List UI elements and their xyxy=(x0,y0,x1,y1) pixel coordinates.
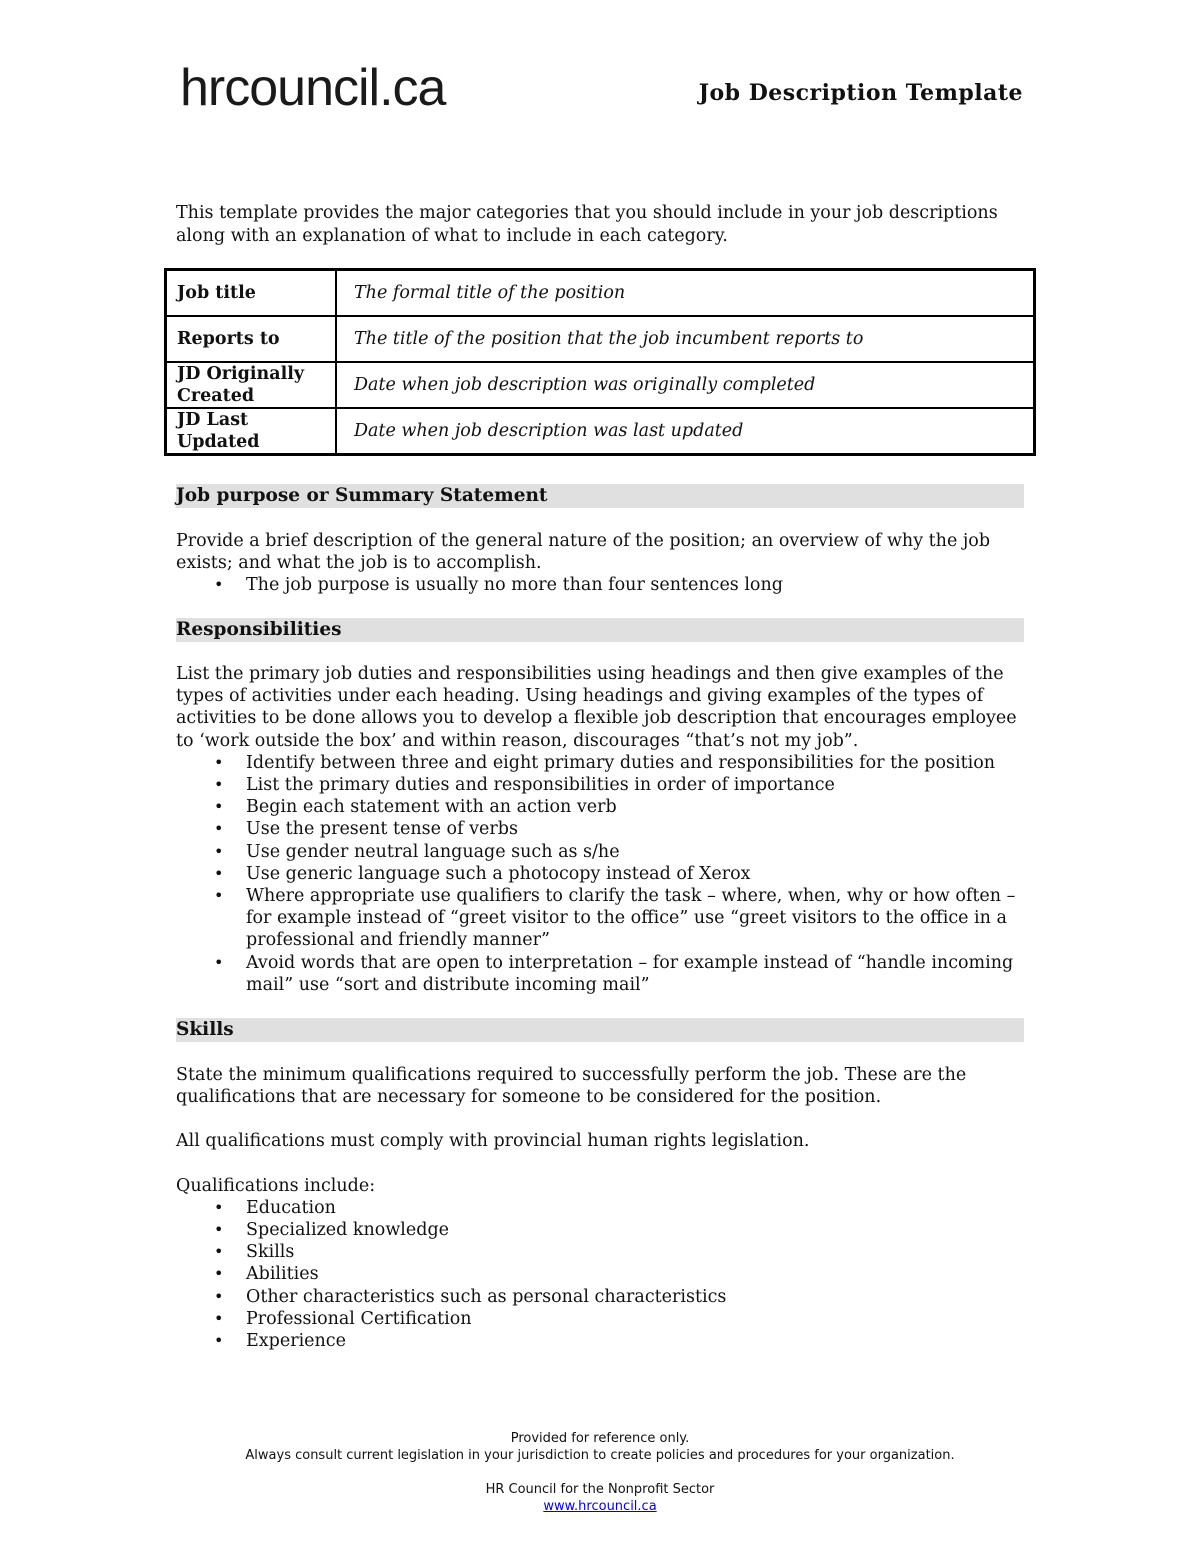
responsibilities-text: List the primary job duties and responsibilities using headings and then give examples of the types of activities under each heading. Using headings and giving examples of the types of activities to be done allows you to develop a flexible job description that encourages employee to ‘work outside the box’ and within reason, discourages “that’s not my job”. xyxy=(176,664,1017,751)
table-value: The title of the position that the job incumbent reports to xyxy=(336,316,1035,362)
table-value: Date when job description was last updated xyxy=(336,408,1035,455)
bullet-icon: • xyxy=(214,1331,224,1351)
skills-bullets xyxy=(176,1197,1024,1352)
list-item: • The job purpose is usually no more than four sentences long xyxy=(214,575,783,596)
list-item: • Experience xyxy=(214,1331,346,1352)
hrcouncil-logo: hrcouncil.ca xyxy=(180,59,446,117)
table-label: Reports to xyxy=(166,316,337,362)
purpose-text: Provide a brief description of the general nature of the position; an overview of why the job exists; and what the job is to accomplish. xyxy=(176,531,991,574)
table-label: JD Last Updated xyxy=(166,408,337,455)
list-item: • Abilities xyxy=(214,1264,319,1285)
skills-text-1: State the minimum qualifications required to successfully perform the job. These are the qualifications that are necessary for someone to be considered for the position. xyxy=(176,1065,967,1108)
bullet-icon: • xyxy=(214,886,224,906)
table-row xyxy=(166,270,1035,317)
intro-paragraph: This template provides the major categories that you should include in your job descriptions along with an explanation of what to include in each category. xyxy=(176,203,998,246)
bullet-icon: • xyxy=(214,1197,224,1217)
list-item: • Specialized knowledge xyxy=(214,1220,450,1241)
footer-disclaimer: Provided for reference only. xyxy=(510,1431,690,1446)
responsibilities-bullets xyxy=(176,752,1024,996)
table-value: Date when job description was originally completed xyxy=(336,362,1035,408)
list-item: • Where appropriate use qualifiers to clarify the task – where, when, why or how often – for example instead of “greet visitor to the office” use “greet visitors to the office in a professional and friendly manner” xyxy=(214,886,1016,951)
list-item: • Use generic language such a photocopy instead of Xerox xyxy=(214,863,751,884)
list-item: • Use gender neutral language such as s/he xyxy=(214,841,620,862)
responsibilities-heading: Responsibilities xyxy=(176,618,1024,642)
bullet-icon: • xyxy=(214,841,224,861)
bullet-icon: • xyxy=(214,1242,224,1262)
list-item: • Skills xyxy=(214,1242,295,1263)
bullet-icon: • xyxy=(214,797,224,817)
skills-heading: Skills xyxy=(176,1018,1024,1042)
table-row xyxy=(166,316,1035,362)
bullet-icon: • xyxy=(214,952,224,972)
purpose-section xyxy=(176,484,1024,597)
bullet-icon: • xyxy=(214,1286,224,1306)
list-item: • Use the present tense of verbs xyxy=(214,819,518,840)
bullet-icon: • xyxy=(214,863,224,883)
skills-text-3: Qualifications include: xyxy=(176,1175,376,1196)
skills-text-2: All qualifications must comply with provincial human rights legislation. xyxy=(176,1131,810,1152)
purpose-heading: Job purpose or Summary Statement xyxy=(176,484,1024,508)
table-label: JD Originally Created xyxy=(166,362,337,408)
footer-legislation-note: Always consult current legislation in your jurisdiction to create policies and procedures for your organization. xyxy=(245,1448,955,1463)
table-row xyxy=(166,362,1035,408)
list-item: • Identify between three and eight primary duties and responsibilities for the position xyxy=(214,752,996,773)
table-value: The formal title of the position xyxy=(336,270,1035,317)
table-label: Job title xyxy=(166,270,337,317)
bullet-icon: • xyxy=(214,775,224,795)
purpose-bullets xyxy=(176,574,1024,596)
job-info-table xyxy=(164,268,1036,456)
footer xyxy=(0,1430,1200,1515)
list-item: • Education xyxy=(214,1197,336,1218)
document-title: Job Description Template xyxy=(698,80,1023,106)
bullet-icon: • xyxy=(214,752,224,772)
list-item: • Professional Certification xyxy=(214,1308,472,1329)
skills-section xyxy=(176,1018,1024,1352)
bullet-icon: • xyxy=(214,1264,224,1284)
footer-website-link[interactable]: www.hrcouncil.ca xyxy=(543,1499,657,1514)
footer-spacer xyxy=(0,1464,1200,1481)
list-item: • List the primary duties and responsibilities in order of importance xyxy=(214,775,835,796)
bullet-icon: • xyxy=(214,1308,224,1328)
bullet-icon: • xyxy=(214,1220,224,1240)
bullet-icon: • xyxy=(214,575,224,595)
responsibilities-section xyxy=(176,618,1024,996)
list-item: • Avoid words that are open to interpretation – for example instead of “handle incoming mail” use “sort and distribute incoming mail” xyxy=(214,952,1014,995)
footer-organization: HR Council for the Nonprofit Sector xyxy=(485,1482,715,1497)
bullet-icon: • xyxy=(214,819,224,839)
table-row xyxy=(166,408,1035,455)
list-item: • Other characteristics such as personal characteristics xyxy=(214,1286,727,1307)
list-item: • Begin each statement with an action verb xyxy=(214,797,617,818)
